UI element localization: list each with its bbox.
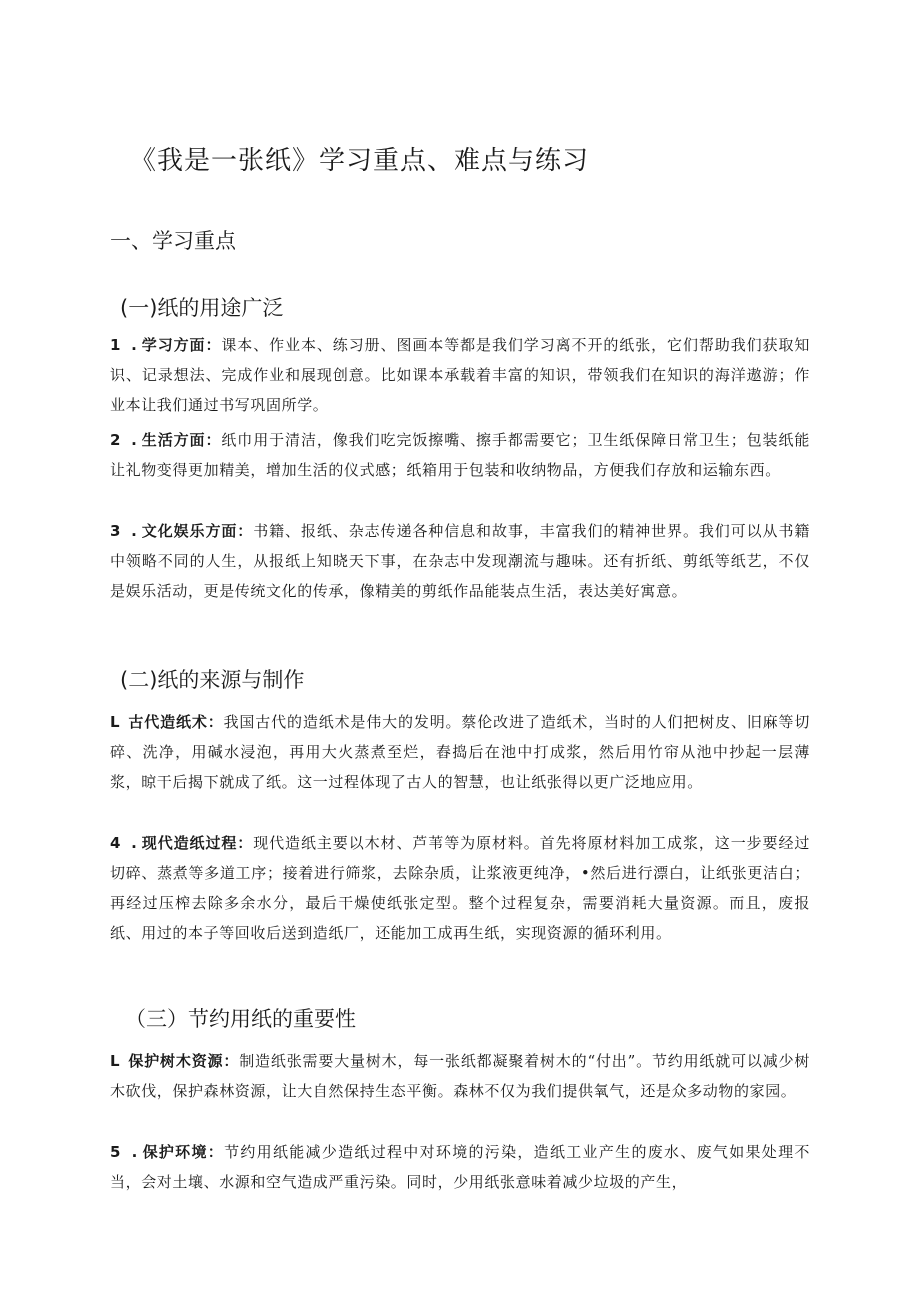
item-text: 现代造纸主要以木材、芦苇等为原材料。首先将原材料加工成浆，这一步要经过切碎、蒸煮等多道工序；接着进行筛浆，去除杂质，让浆液更纯净，•然后进行漂白，让纸张更洁白；再经过压榨去除多余水分，最后干燥使纸张定型。整个过程复杂，需要消耗大量资源。而且，废报纸、用过的本子等回收后送到造纸厂，还能加工成再生纸，实现资源的循环利用。 <box>110 834 810 942</box>
list-item: 4 . 现代造纸过程：现代造纸主要以木材、芦苇等为原材料。首先将原材料加工成浆，这一步要经过切碎、蒸煮等多道工序；接着进行筛浆，去除杂质，让浆液更纯净，•然后进行漂白，让纸张更洁白；再经过压榨去除多余水分，最后干燥使纸张定型。整个过程复杂，需要消耗大量资源。而且，废报纸、用过的本子等回收后送到造纸厂，还能加工成再生纸，实现资源的循环利用。 <box>110 834 810 942</box>
item-text: 纸巾用于清洁，像我们吃完饭擦嘴、擦手都需要它；卫生纸保障日常卫生；包装纸能让礼物变得更加精美，增加生活的仪式感；纸箱用于包装和收纳物品，方便我们存放和运输东西。 <box>110 431 810 479</box>
item-text: 课本、作业本、练习册、图画本等都是我们学习离不开的纸张，它们帮助我们获取知识、记录想法、完成作业和展现创意。比如课本承载着丰富的知识，带领我们在知识的海洋遨游；作业本让我们通过书写巩固所学。 <box>110 336 810 414</box>
list-item: 5 . 保护环境：节约用纸能减少造纸过程中对环境的污染，造纸工业产生的废水、废气如果处理不当，会对土壤、水源和空气造成严重污染。同时，少用纸张意味着减少垃圾的产生， <box>110 1143 811 1191</box>
list-item: 2 . 生活方面：纸巾用于清洁，像我们吃完饭擦嘴、擦手都需要它；卫生纸保障日常卫生；包装纸能让礼物变得更加精美，增加生活的仪式感；纸箱用于包装和收纳物品，方便我们存放和运输东西。 <box>110 431 810 479</box>
subsection-heading: (二)纸的来源与制作 <box>120 668 305 692</box>
document-title: 《我是一张纸》学习重点、难点与练习 <box>130 146 590 176</box>
item-label: 保护环境： <box>141 1143 225 1161</box>
item-label: 保护树木资源： <box>128 1052 240 1070</box>
item-text: 我国古代的造纸术是伟大的发明。蔡伦改进了造纸术，当时的人们把树皮、旧麻等切碎、洗净，用碱水浸泡，再用大火蒸煮至烂，舂捣后在池中打成浆，然后用竹帘从池中抄起一层薄浆，晾干后揭下就成了纸。这一过程体现了古人的智慧，也让纸张得以更广泛地应用。 <box>110 713 810 791</box>
list-item: L 保护树木资源：制造纸张需要大量树木，每一张纸都凝聚着树木的“付出”。节约用纸就可以减少树木砍伐，保护森林资源，让大自然保持生态平衡。森林不仅为我们提供氧气，还是众多动物的家园。 <box>110 1052 811 1100</box>
subsection-heading: (一)纸的用途广泛 <box>120 296 284 320</box>
item-text: 节约用纸能减少造纸过程中对环境的污染，造纸工业产生的废水、废气如果处理不当，会对土壤、水源和空气造成严重污染。同时，少用纸张意味着减少垃圾的产生， <box>110 1143 811 1191</box>
list-item: 3 . 文化娱乐方面：书籍、报纸、杂志传递各种信息和故事，丰富我们的精神世界。我们可以从书籍中领略不同的人生，从报纸上知晓天下事，在杂志中发现潮流与趣味。还有折纸、剪纸等纸艺，不仅是娱乐活动，更是传统文化的传承，像精美的剪纸作品能装点生活，表达美好寓意。 <box>110 522 810 600</box>
item-label: 古代造纸术： <box>128 713 224 731</box>
subsection-heading: （三）节约用纸的重要性 <box>125 1007 356 1031</box>
item-label: 现代造纸过程： <box>141 834 254 852</box>
item-label: 生活方面： <box>141 431 222 449</box>
item-text: 制造纸张需要大量树木，每一张纸都凝聚着树木的“付出”。节约用纸就可以减少树木砍伐，保护森林资源，让大自然保持生态平衡。森林不仅为我们提供氧气，还是众多动物的家园。 <box>110 1052 811 1100</box>
list-item: L 古代造纸术：我国古代的造纸术是伟大的发明。蔡伦改进了造纸术，当时的人们把树皮、旧麻等切碎、洗净，用碱水浸泡，再用大火蒸煮至烂，舂捣后在池中打成浆，然后用竹帘从池中抄起一层薄浆，晾干后揭下就成了纸。这一过程体现了古人的智慧，也让纸张得以更广泛地应用。 <box>110 713 810 791</box>
item-text: 书籍、报纸、杂志传递各种信息和故事，丰富我们的精神世界。我们可以从书籍中领略不同的人生，从报纸上知晓天下事，在杂志中发现潮流与趣味。还有折纸、剪纸等纸艺，不仅是娱乐活动，更是传统文化的传承，像精美的剪纸作品能装点生活，表达美好寓意。 <box>110 522 810 600</box>
item-label: 文化娱乐方面： <box>141 522 254 540</box>
list-item: 1 . 学习方面：课本、作业本、练习册、图画本等都是我们学习离不开的纸张，它们帮助我们获取知识、记录想法、完成作业和展现创意。比如课本承载着丰富的知识，带领我们在知识的海洋遨游；作业本让我们通过书写巩固所学。 <box>110 336 810 414</box>
item-label: 学习方面： <box>141 336 222 354</box>
section-heading: 一、学习重点 <box>110 229 236 253</box>
